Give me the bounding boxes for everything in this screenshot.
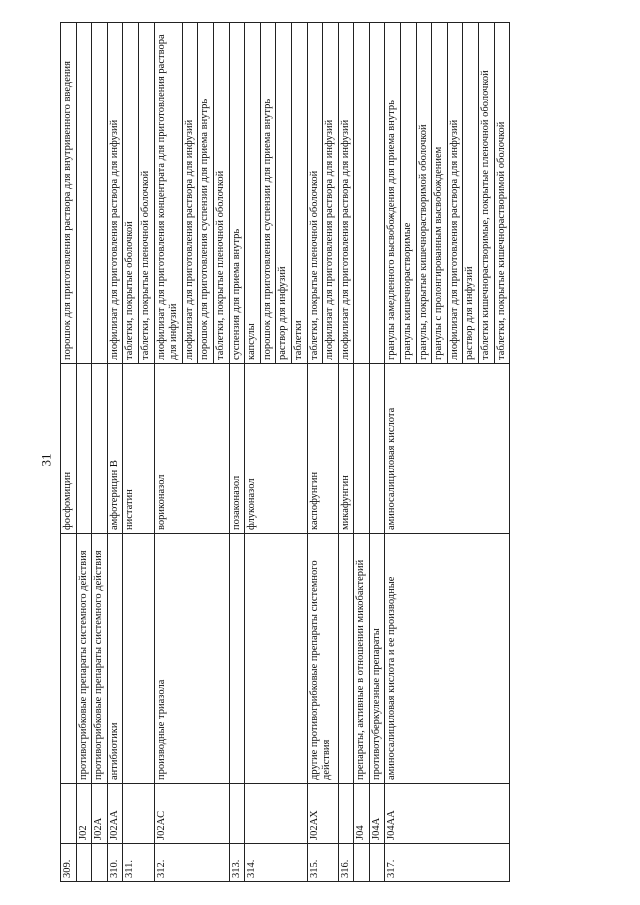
group-name: другие противогрибковые препараты системного действия bbox=[307, 534, 338, 784]
dosage-form: таблетки bbox=[291, 23, 307, 364]
dosage-form: гранулы, покрытые кишечнорастворимой оболочкой bbox=[416, 23, 432, 364]
atc-code: J04A bbox=[369, 784, 385, 844]
atc-code bbox=[123, 784, 154, 844]
dosage-form: суспензия для приема внутрь bbox=[229, 23, 245, 364]
row-number: 310. bbox=[107, 844, 123, 882]
atc-code bbox=[61, 784, 77, 844]
group-name bbox=[245, 534, 307, 784]
dosage-form bbox=[76, 23, 92, 364]
drug-name bbox=[369, 364, 385, 534]
group-name bbox=[229, 534, 245, 784]
table-row bbox=[245, 23, 261, 882]
drug-name: флуконазол bbox=[245, 364, 307, 534]
table-row bbox=[154, 23, 182, 882]
drug-name: фосфомицин bbox=[61, 364, 77, 534]
table-row bbox=[92, 23, 108, 882]
row-number: 312. bbox=[154, 844, 229, 882]
atc-code bbox=[245, 784, 307, 844]
row-number bbox=[369, 844, 385, 882]
group-name: аминосалициловая кислота и ее производные bbox=[385, 534, 510, 784]
drug-table bbox=[60, 22, 510, 882]
group-name: антибиотики bbox=[107, 534, 123, 784]
row-number: 314. bbox=[245, 844, 307, 882]
dosage-form: лиофилизат для приготовления концентрата для приготовления раствора для инфузий bbox=[154, 23, 182, 364]
dosage-form: лиофилизат для приготовления раствора для инфузий bbox=[338, 23, 354, 364]
row-number: 315. bbox=[307, 844, 338, 882]
drug-name: амфотерицин В bbox=[107, 364, 123, 534]
drug-name bbox=[354, 364, 370, 534]
dosage-form: таблетки, покрытые пленочной оболочкой bbox=[213, 23, 229, 364]
page-number: 31 bbox=[38, 453, 54, 467]
group-name: производные триазола bbox=[154, 534, 229, 784]
drug-name: позаконазол bbox=[229, 364, 245, 534]
table-row bbox=[61, 23, 77, 882]
dosage-form: лиофилизат для приготовления раствора для инфузий bbox=[182, 23, 198, 364]
atc-code bbox=[338, 784, 354, 844]
atc-code: J02AC bbox=[154, 784, 229, 844]
row-number bbox=[76, 844, 92, 882]
group-name: противогрибковые препараты системного действия bbox=[76, 534, 92, 784]
drug-name: аминосалициловая кислота bbox=[385, 364, 510, 534]
dosage-form: таблетки, покрытые оболочкой bbox=[123, 23, 139, 364]
dosage-form: таблетки кишечнорастворимые, покрытые пленочной оболочкой bbox=[479, 23, 495, 364]
dosage-form: порошок для приготовления суспензии для приема внутрь bbox=[260, 23, 276, 364]
drug-name: вориконазол bbox=[154, 364, 229, 534]
group-name bbox=[123, 534, 154, 784]
dosage-form: гранулы кишечнорастворимые bbox=[401, 23, 417, 364]
dosage-form: порошок для приготовления раствора для внутривенного введения bbox=[61, 23, 77, 364]
table-row bbox=[354, 23, 370, 882]
drug-name: микафунгин bbox=[338, 364, 354, 534]
dosage-form: лиофилизат для приготовления раствора для инфузий bbox=[107, 23, 123, 364]
drug-name: нистатин bbox=[123, 364, 154, 534]
drug-name bbox=[76, 364, 92, 534]
row-number: 317. bbox=[385, 844, 510, 882]
dosage-form: раствор для инфузий bbox=[276, 23, 292, 364]
dosage-form bbox=[354, 23, 370, 364]
group-name bbox=[61, 534, 77, 784]
table-row bbox=[338, 23, 354, 882]
atc-code: J02A bbox=[92, 784, 108, 844]
table-row bbox=[107, 23, 123, 882]
atc-code: J04AA bbox=[385, 784, 510, 844]
dosage-form: гранулы с пролонгированным высвобождением bbox=[432, 23, 448, 364]
table-row bbox=[76, 23, 92, 882]
drug-name bbox=[92, 364, 108, 534]
dosage-form: таблетки, покрытые пленочной оболочкой bbox=[138, 23, 154, 364]
table-row bbox=[229, 23, 245, 882]
dosage-form bbox=[369, 23, 385, 364]
table-row bbox=[123, 23, 139, 882]
row-number: 311. bbox=[123, 844, 154, 882]
drug-table-body bbox=[61, 23, 510, 882]
atc-code: J04 bbox=[354, 784, 370, 844]
group-name bbox=[338, 534, 354, 784]
atc-code bbox=[229, 784, 245, 844]
group-name: противотуберкулезные препараты bbox=[369, 534, 385, 784]
rotated-page bbox=[60, 22, 580, 882]
dosage-form: порошок для приготовления суспензии для приема внутрь bbox=[198, 23, 214, 364]
dosage-form bbox=[92, 23, 108, 364]
dosage-form: гранулы замедленного высвобождения для приема внутрь bbox=[385, 23, 401, 364]
dosage-form: лиофилизат для приготовления раствора для инфузий bbox=[447, 23, 463, 364]
row-number: 309. bbox=[61, 844, 77, 882]
dosage-form: капсулы bbox=[245, 23, 261, 364]
table-row bbox=[307, 23, 323, 882]
atc-code: J02AA bbox=[107, 784, 123, 844]
table-row bbox=[385, 23, 401, 882]
row-number bbox=[92, 844, 108, 882]
atc-code: J02AX bbox=[307, 784, 338, 844]
group-name: противогрибковые препараты системного действия bbox=[92, 534, 108, 784]
group-name: препараты, активные в отношении микобактерий bbox=[354, 534, 370, 784]
atc-code: J02 bbox=[76, 784, 92, 844]
table-row bbox=[369, 23, 385, 882]
row-number: 316. bbox=[338, 844, 354, 882]
dosage-form: раствор для инфузий bbox=[463, 23, 479, 364]
row-number: 313. bbox=[229, 844, 245, 882]
drug-name: каспофунгин bbox=[307, 364, 338, 534]
dosage-form: таблетки, покрытые кишечнорастворимой оболочкой bbox=[494, 23, 510, 364]
dosage-form: лиофилизат для приготовления раствора для инфузий bbox=[323, 23, 339, 364]
row-number bbox=[354, 844, 370, 882]
dosage-form: таблетки, покрытые пленочной оболочкой bbox=[307, 23, 323, 364]
